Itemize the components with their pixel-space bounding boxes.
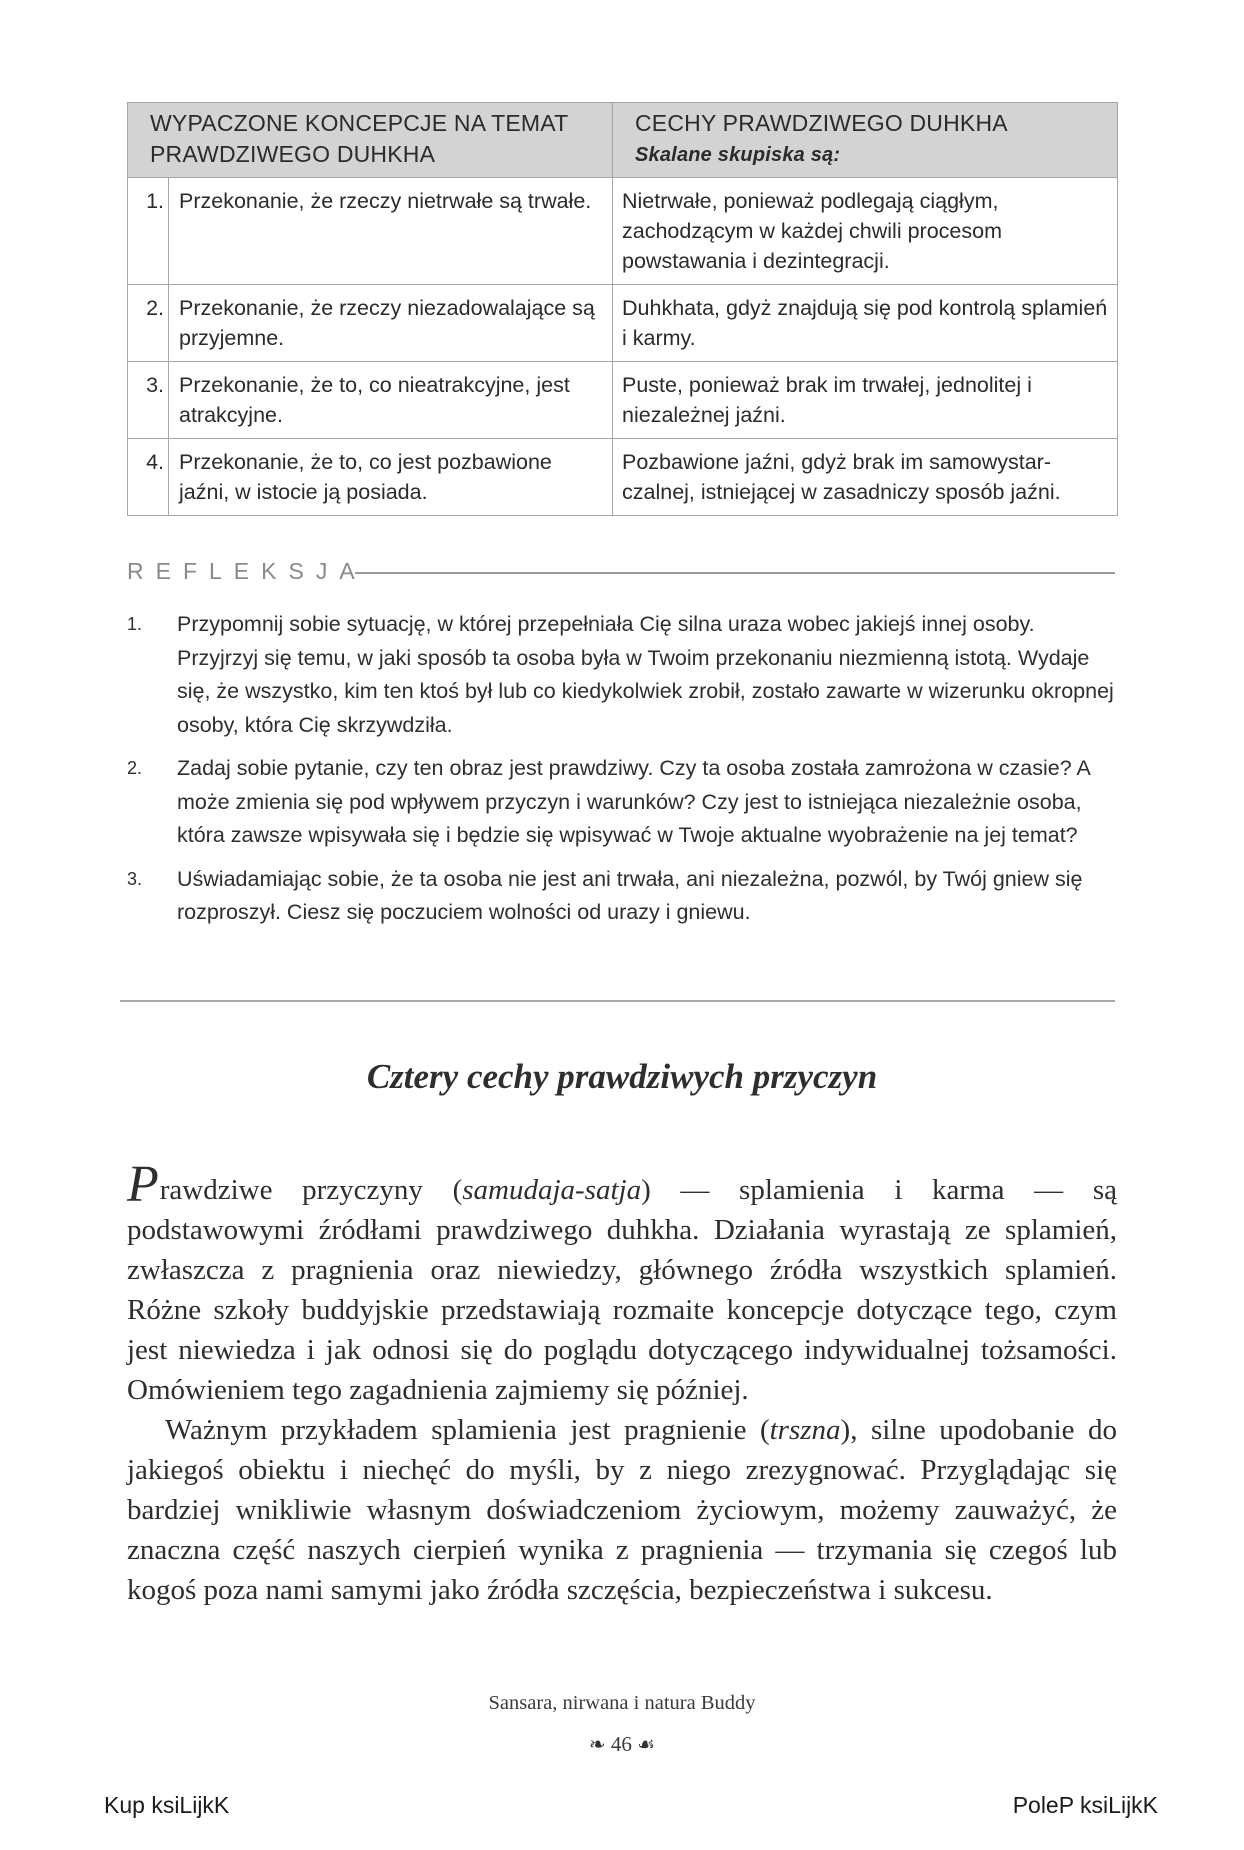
header-true-duhkha: CECHY PRAWDZIWEGO DUHKHA — [635, 110, 1008, 136]
paragraph-2-rest: ), silne upodobanie do jakiegoś obiektu i niechęć do myśli, by z niego zrezygnować. Przyglądając się bardziej wnikliwie własnym doświadczeniom życiowym, możemy zauważyć, że znaczna część naszych cierpień wynika z pragnienia — trzymania się czegoś lub kogoś poza nami samymi jako źródła szczęścia, bezpieczeństwa i sukcesu. — [127, 1414, 1117, 1606]
term-samudaja-satja: samudaja-satja — [462, 1174, 642, 1206]
true-feature-cell: Nietrwałe, ponieważ podlegają ciągłym, zachodzącym w każdej chwili procesom powstawania i dezintegracji. — [613, 178, 1118, 285]
true-feature-cell: Duhkhata, gdyż znajdują się pod kontrolą splamień i karmy. — [613, 285, 1118, 362]
reflection-item-number: 1. — [127, 614, 143, 634]
distorted-concept-cell: Przekonanie, że to, co jest pozbawione jaźni, w istocie ją posiada. — [169, 439, 613, 516]
paragraph-1 — [127, 1156, 1117, 1410]
distorted-concept-cell: Przekonanie, że rzeczy nietrwałe są trwałe. — [169, 178, 613, 285]
recommend-book-link[interactable]: PoleP ksiLĳkK — [1012, 1792, 1158, 1818]
reflection-rule — [355, 572, 1115, 574]
table-row — [128, 178, 1118, 285]
header-distorted-concepts: WYPACZONE KONCEPCJE NA TEMAT PRAWDZIWEGO DUHKHA — [128, 103, 613, 178]
table-header-row — [128, 103, 1118, 178]
table-row — [128, 439, 1118, 516]
running-footer-title: Sansara, nirwana i natura Buddy — [488, 1692, 756, 1714]
reflection-item-text: Uświadamiając sobie, że ta osoba nie jest ani trwała, ani niezależna, pozwól, by Twój gniew się rozproszył. Ciesz się poczuciem wolności od urazy i gniewu. — [177, 866, 1083, 924]
body-text — [127, 1156, 1117, 1610]
reflection-list — [127, 608, 1117, 940]
reflection-heading: REFLEKSJA — [127, 558, 367, 584]
true-feature-cell: Puste, ponieważ brak im trwałej, jednolitej i niezależnej jaźni. — [613, 362, 1118, 439]
table-row — [128, 285, 1118, 362]
reflection-bottom-rule — [120, 1000, 1115, 1002]
concepts-table — [127, 102, 1118, 516]
reflection-item-number: 2. — [127, 758, 143, 778]
paragraph-1-rest: ) — splamienia i karma — są podstawowymi źródłami prawdziwego duhkha. Działania wyrastają ze splamień, zwłaszcza z pragnienia oraz niewiedzy, głównego źródła wszystkich splamień. Różne szkoły buddyjskie przedstawiają rozmaite koncepcje dotyczące tego, czym jest niewiedza i jak odnosi się do poglądu dotyczącego indywidualnej tożsamości. Omówieniem tego zagadnienia zajmiemy się później. — [127, 1174, 1117, 1406]
header-subtitle: Skalane skupiska są: — [635, 144, 841, 166]
reflection-item-text: Przypomnij sobie sytuację, w której przepełniała Cię silna uraza wobec jakiejś innej osoby. Przyjrzyj się temu, w jaki sposób ta osoba była w Twoim przekonaniu niezmienną istotą. Wydaje się, że wszystko, kim ten ktoś był lub co kiedykolwiek zrobił, zostało zawarte w wizerunku okropnej osoby, która Cię skrzywdziła. — [177, 612, 1114, 737]
page-number: 46 — [610, 1732, 632, 1756]
drop-cap: P — [127, 1156, 159, 1213]
fleuron-right-icon: ☙ — [637, 1734, 656, 1756]
reflection-item — [127, 608, 1117, 742]
buy-book-link[interactable]: Kup ksiLĳkK — [104, 1792, 230, 1818]
reflection-item-text: Zadaj sobie pytanie, czy ten obraz jest prawdziwy. Czy ta osoba została zamrożona w czasie? A może zmienia się pod wpływem przyczyn i warunków? Czy jest to istniejąca niezależnie osoba, która zawsze wpisywała się i będzie się wpisywać w Twoje aktualne wyobrażenie na jej temat? — [177, 756, 1090, 847]
term-trszna: trszna — [769, 1414, 841, 1446]
row-number: 1. — [128, 178, 169, 285]
table-row — [128, 362, 1118, 439]
section-title: Cztery cechy prawdziwych przyczyn — [366, 1057, 878, 1096]
paragraph-1-start: rawdziwe przyczyny ( — [159, 1174, 463, 1206]
distorted-concept-cell: Przekonanie, że rzeczy niezadowalające są przyjemne. — [169, 285, 613, 362]
true-feature-cell: Pozbawione jaźni, gdyż brak im samowystarczalnej, istniejącej w zasadniczy sposób jaźni. — [613, 439, 1118, 516]
fleuron-left-icon: ❧ — [588, 1734, 606, 1756]
header-true-duhkha-cell — [613, 103, 1118, 178]
row-number: 2. — [128, 285, 169, 362]
reflection-item-number: 3. — [127, 868, 143, 889]
paragraph-2 — [127, 1410, 1117, 1610]
page-number-line — [0, 1732, 1244, 1757]
paragraph-2-start: Ważnym przykładem splamienia jest pragnienie ( — [165, 1414, 770, 1446]
row-number: 4. — [128, 439, 169, 516]
row-number: 3. — [128, 362, 169, 439]
distorted-concept-cell: Przekonanie, że to, co nieatrakcyjne, jest atrakcyjne. — [169, 362, 613, 439]
reflection-item — [127, 752, 1117, 853]
reflection-item — [127, 863, 1117, 930]
